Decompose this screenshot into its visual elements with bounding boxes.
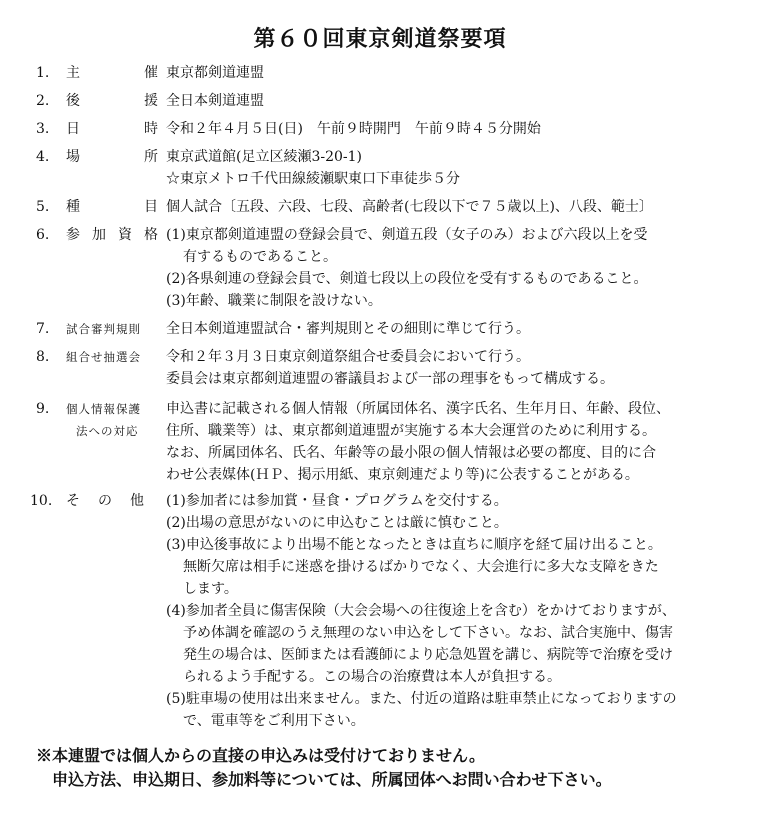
- section-number: 2.: [36, 93, 50, 109]
- page-title: 第６０回東京剣道祭要項: [253, 26, 507, 52]
- section-number: 9.: [36, 401, 50, 417]
- section-number: 8.: [36, 349, 50, 365]
- list-item: (2)各県剣連の登録会員で、剣道七段以上の段位を受有するものであること。: [166, 271, 648, 287]
- section-content: 個人試合〔五段、六段、七段、高齢者(七段以下で７５歳以上)、八段、範士〕: [166, 199, 653, 215]
- section-content: 申込書に記載される個人情報（所属団体名、漢字氏名、生年月日、年齢、段位、 住所、職業等）は、東京都剣道連盟が実施する本大会運営のために利用する。 なお、所属団体名、氏名、年齢等の最小限の個人情報は必要の都度、目的に合 わせ公表媒体(ＨＰ、掲示用紙、東京剣連だより等)に公表することがある。: [166, 401, 670, 483]
- section-number: 5.: [36, 199, 50, 215]
- section-label: 場 所: [66, 149, 158, 165]
- section-label: 組合せ抽選会: [66, 350, 141, 364]
- section-label: 参 加 資 格: [66, 227, 158, 243]
- section-label: 主 催: [66, 65, 158, 81]
- section-number: 6.: [36, 227, 50, 243]
- section-content: (1)参加者には参加賞・昼食・プログラムを交付する。 (2)出場の意思がないのに申込むことは厳に慎むこと。 (3)申込後事故により出場不能となったときは直ちに順序を経て届け出ること。 無断欠席は相手に迷惑を掛けるばかりでなく、大会進行に多大な支障をきた します。 (4)参加者全員に傷害保険（大会会場への往復途上を含む）をかけておりますが、 予め体調を確認のうえ無理のない申込をして下さい。なお、試合実施中、傷害 発生の場合は、医師または看護師により応急処置を講じ、病院等で治療を受け られるよう手配する。この場合の治療費は本人が負担する。 (5)駐車場の使用は出来ません。また、付近の道路は駐車禁止になっておりますの で、電車等をご利用下さい。: [166, 490, 741, 732]
- section-label: 後 援: [66, 93, 158, 109]
- list-item: (5)駐車場の使用は出来ません。また、付近の道路は駐車禁止になっておりますの: [166, 691, 677, 707]
- section-content: (1)東京都剣道連盟の登録会員で、剣道五段（女子のみ）および六段以上を受 有するものであること。 (2)各県剣連の登録会員で、剣道七段以上の段位を受有するものであること。 (3)年齢、職業に制限を設けない。: [166, 224, 741, 312]
- section-number: 4.: [36, 149, 50, 165]
- section-content: 東京都剣道連盟: [166, 65, 264, 81]
- section-content: 全日本剣道連盟試合・審判規則とその細則に準じて行う。: [166, 321, 530, 337]
- list-item: (4)参加者全員に傷害保険（大会会場への往復途上を含む）をかけておりますが、: [166, 603, 676, 619]
- list-item: (1)参加者には参加賞・昼食・プログラムを交付する。: [166, 493, 508, 509]
- list-item: (1)東京都剣道連盟の登録会員で、剣道五段（女子のみ）および六段以上を受: [166, 227, 648, 243]
- section-content: 令和２年４月５日(日) 午前９時開門 午前９時４５分開始: [166, 121, 541, 137]
- notice-line: ※本連盟では個人からの直接の申込みは受付けておりません。: [36, 746, 485, 765]
- notice-block: [36, 744, 746, 792]
- section-content: 東京武道館(足立区綾瀬3-20-1) ☆東京メトロ千代田線綾瀬駅東口下車徒歩５分: [166, 149, 460, 187]
- section-content: 全日本剣道連盟: [166, 93, 264, 109]
- section-number: 3.: [36, 121, 50, 137]
- section-number: 1.: [36, 65, 50, 81]
- section-label: 種 目: [66, 199, 158, 215]
- list-item: (3)申込後事故により出場不能となったときは直ちに順序を経て届け出ること。: [166, 537, 662, 553]
- section-label: 試合審判規則: [66, 322, 141, 336]
- section-number: 10.: [30, 493, 53, 509]
- list-item: (2)出場の意思がないのに申込むことは厳に慎むこと。: [166, 515, 508, 531]
- section-number: 7.: [36, 321, 50, 337]
- section-label: 日 時: [66, 121, 158, 137]
- section-label: 個人情報保護 法への対応: [66, 402, 141, 438]
- notice-line: 申込方法、申込期日、参加料等については、所属団体へお問い合わせ下さい。: [52, 770, 612, 789]
- section-content: 令和２年３月３日東京剣道祭組合せ委員会において行う。 委員会は東京都剣道連盟の審議員および一部の理事をもって構成する。: [166, 349, 614, 387]
- list-item: (3)年齢、職業に制限を設けない。: [166, 293, 382, 309]
- section-label: そ の 他: [66, 493, 144, 509]
